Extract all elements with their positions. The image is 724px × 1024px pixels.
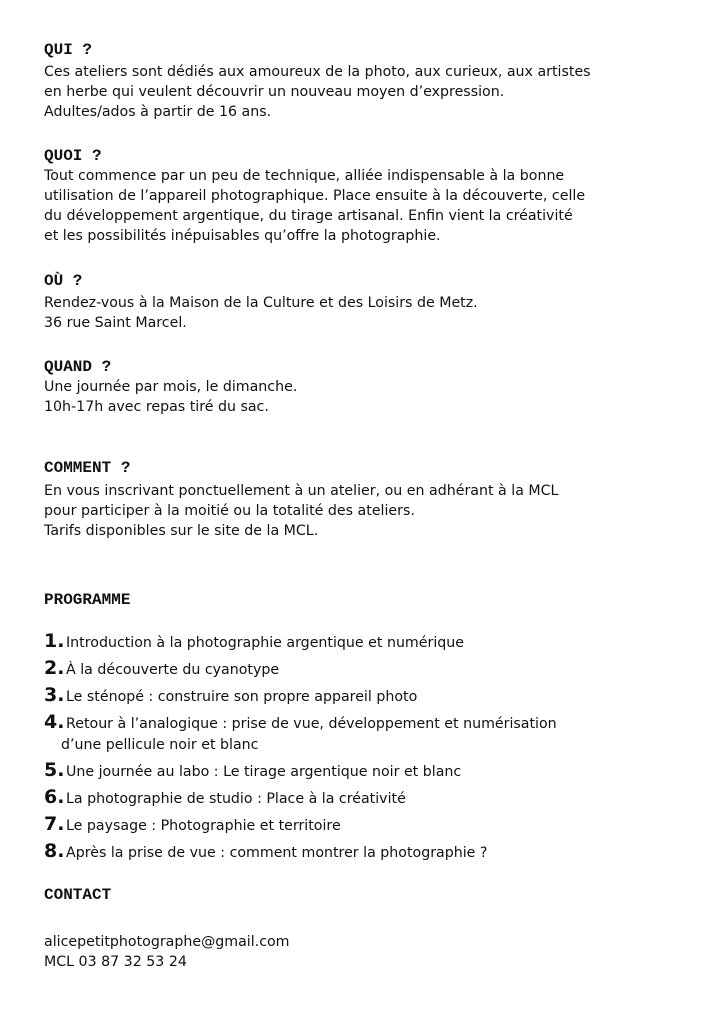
programme-item-text: Le paysage : Photographie et territoire	[66, 818, 341, 834]
programme-item-text: Introduction à la photographie argentique et numérique	[66, 635, 464, 651]
programme-item-text: Retour à l’analogique : prise de vue, développement et numérisation	[66, 716, 557, 732]
programme-item-text: La photographie de studio : Place à la créativité	[66, 791, 406, 807]
programme-item	[44, 813, 341, 837]
text-line: Adultes/ados à partir de 16 ans.	[44, 104, 272, 120]
programme-item	[44, 759, 461, 783]
programme-item-number: 8.	[44, 840, 65, 862]
programme-item-text: Après la prise de vue : comment montrer la photographie ?	[66, 845, 488, 861]
programme-item-text: À la découverte du cyanotype	[66, 662, 280, 678]
programme-item-number: 3.	[44, 684, 65, 706]
programme-item	[44, 630, 464, 654]
text-line: pour participer à la moitié ou la totalité des ateliers.	[44, 503, 415, 519]
text-line: du développement argentique, du tirage artisanal. Enfin vient la créativité	[44, 208, 573, 224]
section-heading-ou: OÙ ?	[44, 272, 83, 290]
programme-item-number: 6.	[44, 786, 65, 808]
programme-item	[44, 711, 557, 755]
section-heading-quand: QUAND ?	[44, 358, 112, 376]
text-line: Rendez-vous à la Maison de la Culture et des Loisirs de Metz.	[44, 295, 478, 311]
text-line: en herbe qui veulent découvrir un nouveau moyen d’expression.	[44, 84, 505, 100]
programme-item	[44, 840, 487, 864]
text-line: 36 rue Saint Marcel.	[44, 315, 187, 331]
section-text-quand	[44, 377, 684, 417]
text-line: En vous inscrivant ponctuellement à un atelier, ou en adhérant à la MCL	[44, 483, 559, 499]
section-text-quoi	[44, 166, 684, 246]
section-text-qui	[44, 62, 684, 122]
programme-item-number: 2.	[44, 657, 65, 679]
text-line: 10h-17h avec repas tiré du sac.	[44, 399, 269, 415]
text-line: Tarifs disponibles sur le site de la MCL.	[44, 523, 319, 539]
contact-phone: MCL 03 87 32 53 24	[44, 954, 187, 970]
contact-heading: CONTACT	[44, 886, 112, 904]
text-line: et les possibilités inépuisables qu’offre la photographie.	[44, 228, 441, 244]
programme-item-text-continued: d’une pellicule noir et blanc	[61, 737, 259, 753]
programme-item	[44, 657, 279, 681]
text-line: Tout commence par un peu de technique, alliée indispensable à la bonne	[44, 168, 565, 184]
contact-details	[44, 932, 684, 972]
text-line: Ces ateliers sont dédiés aux amoureux de la photo, aux curieux, aux artistes	[44, 64, 591, 80]
section-heading-comment: COMMENT ?	[44, 459, 131, 477]
programme-item-number: 5.	[44, 759, 65, 781]
section-text-comment	[44, 481, 684, 541]
document-page	[44, 0, 684, 1024]
section-heading-quoi: QUOI ?	[44, 147, 102, 165]
programme-item-text: Une journée au labo : Le tirage argentique noir et blanc	[66, 764, 462, 780]
section-heading-qui: QUI ?	[44, 41, 93, 59]
programme-item-number: 4.	[44, 711, 65, 733]
text-line: utilisation de l’appareil photographique. Place ensuite à la découverte, celle	[44, 188, 586, 204]
programme-item-number: 1.	[44, 630, 65, 652]
section-text-ou	[44, 293, 684, 333]
programme-item	[44, 786, 406, 810]
programme-item-text: Le sténopé : construire son propre appareil photo	[66, 689, 418, 705]
programme-item	[44, 684, 417, 708]
programme-item-number: 7.	[44, 813, 65, 835]
text-line: Une journée par mois, le dimanche.	[44, 379, 298, 395]
contact-email: alicepetitphotographe@gmail.com	[44, 934, 290, 950]
programme-heading: PROGRAMME	[44, 591, 131, 609]
